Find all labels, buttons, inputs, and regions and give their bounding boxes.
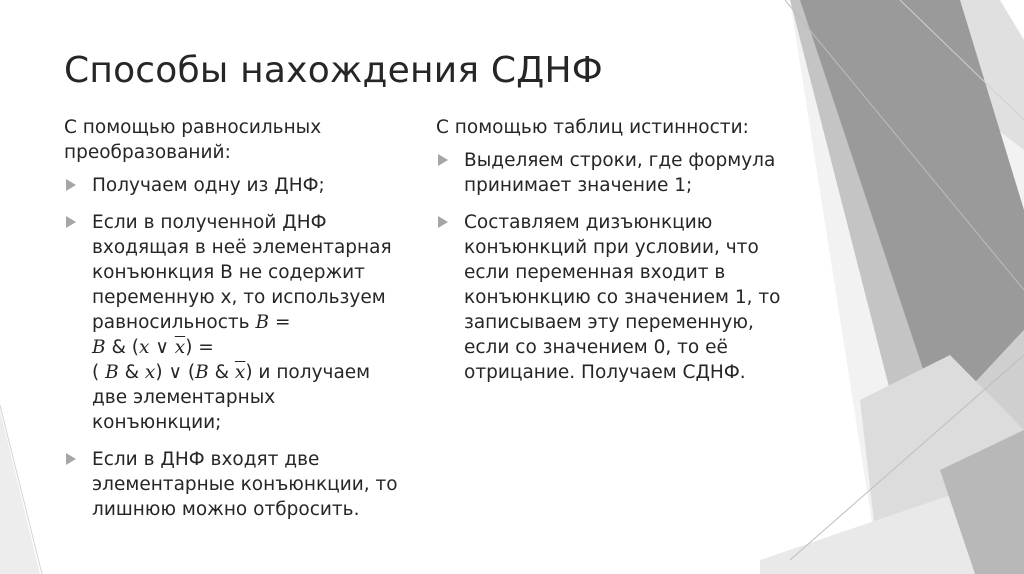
formula-variable: B (105, 362, 119, 383)
bullet-text-line: если со значением 0, то её (464, 337, 728, 358)
formula-operator: ) ∨ ( (155, 362, 196, 383)
bullet-text-line: переменную x, то используем (92, 287, 386, 308)
list-item (64, 447, 424, 522)
left-bullet-list (64, 173, 424, 522)
right-column-heading: С помощью таблиц истинности: (436, 117, 749, 138)
bullet-text-line: элементарные конъюнкции, то (92, 474, 398, 495)
formula-negated-variable: $\overline{x}$ (234, 362, 246, 383)
list-item (436, 148, 806, 198)
bullet-text-line: Если в полученной ДНФ (92, 212, 327, 233)
bullet-text-line: записываем эту переменную, (464, 312, 754, 333)
formula-operator: ) = (185, 337, 214, 358)
bullet-text-line: конъюнкций при условии, что (464, 237, 759, 258)
triangle-bullet-icon (66, 453, 76, 465)
left-heading-line: С помощью равносильных (64, 117, 322, 138)
formula-operator: ) (245, 362, 253, 383)
bullet-text-line: конъюнкцию со значением 1, то (464, 287, 781, 308)
bullet-text-line: если переменная входит в (464, 262, 726, 283)
bullet-text-fragment: и получаем (252, 362, 371, 383)
bullet-text-line: конъюнкции; (92, 412, 222, 433)
left-column (64, 115, 424, 534)
list-item (64, 210, 424, 435)
bullet-text-line: принимает значение 1; (464, 175, 693, 196)
slide-title: Способы нахождения СДНФ (64, 50, 603, 91)
bullet-text-line: две элементарных (92, 387, 276, 408)
formula-negated-variable: $\overline{x}$ (174, 337, 186, 358)
bullet-text-line: Получаем одну из ДНФ; (92, 175, 325, 196)
list-item (436, 210, 806, 385)
formula-line (92, 335, 424, 360)
left-column-heading (64, 115, 424, 165)
formula-variable: x (139, 337, 150, 358)
right-bullet-list (436, 148, 806, 385)
bullet-text-line: Составляем дизъюнкцию (464, 212, 713, 233)
left-heading-line: преобразований: (64, 142, 231, 163)
formula-operator: ( (92, 362, 106, 383)
right-column (436, 115, 806, 397)
triangle-bullet-icon (66, 216, 76, 228)
list-item (64, 173, 424, 198)
triangle-bullet-icon (438, 154, 448, 166)
bullet-text-line: конъюнкция B не содержит (92, 262, 365, 283)
formula-operator: ∨ (149, 337, 175, 358)
formula-operator: & (118, 362, 145, 383)
triangle-bullet-icon (438, 216, 448, 228)
bullet-text-line: входящая в неё элементарная (92, 237, 392, 258)
formula-variable: B (92, 337, 106, 358)
bullet-text-line: отрицание. Получаем СДНФ. (464, 362, 746, 383)
formula-operator: & (208, 362, 235, 383)
triangle-bullet-icon (66, 179, 76, 191)
bullet-text-line: Выделяем строки, где формула (464, 150, 776, 171)
formula-variable: x (144, 362, 156, 383)
formula-variable: B (195, 362, 209, 383)
bullet-text-line: лишнюю можно отбросить. (92, 499, 360, 520)
formula-line (92, 360, 424, 385)
bullet-text-line: Если в ДНФ входят две (92, 449, 320, 470)
formula-intro-text: равносильность (92, 312, 250, 333)
formula-part: B = (255, 312, 291, 333)
formula-line (92, 310, 424, 335)
formula-operator: & ( (105, 337, 140, 358)
